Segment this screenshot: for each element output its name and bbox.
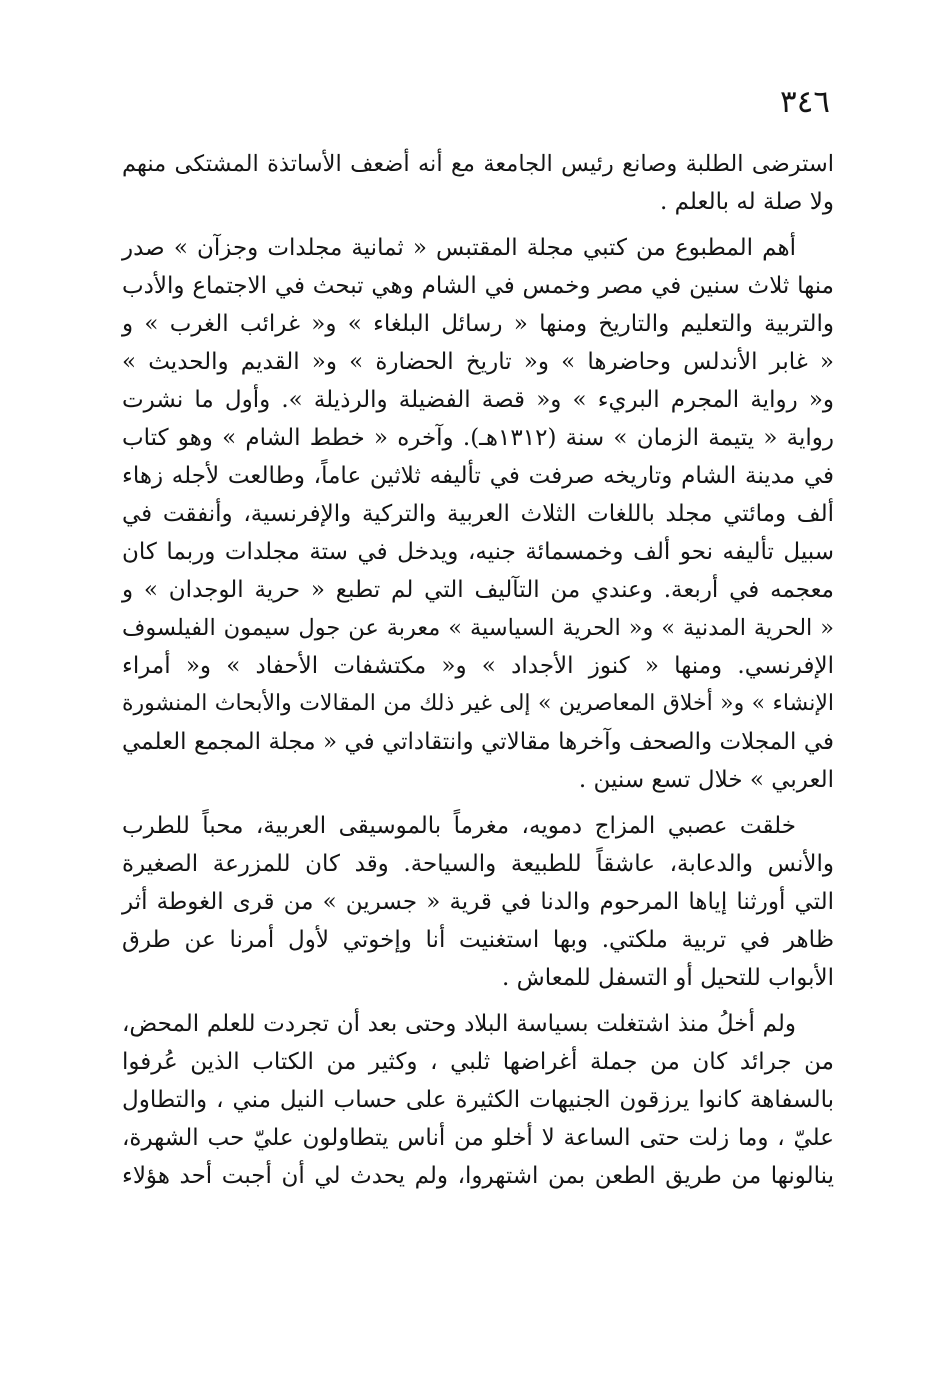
text-line: و« رواية المجرم البريء » و« قصة الفضيلة والرذيلة ». وأول ما نشرت	[122, 387, 834, 413]
text-line: ألف ومائتي مجلد باللغات الثلاث العربية والتركية والإفرنسية، وأنفقت في	[122, 501, 834, 527]
text-line: معجمه في أربعة. وعندي من التآليف التي لم تطبع « حرية الوجدان » و	[122, 577, 834, 603]
paragraph-2	[122, 229, 834, 799]
text-line: ولم أخلُ منذ اشتغلت بسياسة البلاد وحتى بعد أن تجردت للعلم المحض،	[122, 1011, 796, 1037]
text-line: عليّ ، وما زلت حتى الساعة لا أخلو من أناس يتطاولون عليّ حب الشهرة،	[122, 1125, 834, 1151]
page-number: ٣٤٦	[780, 84, 830, 120]
text-line: ظاهر في تربية ملكتي. وبها استغنيت أنا وإخوتي لأول أمرنا عن طرق	[122, 927, 834, 953]
text-line: الإنشاء » و« أخلاق المعاصرين » إلى غير ذلك من المقالات والأبحاث المنشورة	[122, 691, 834, 716]
text-line: في المجلات والصحف وآخرها مقالاتي وانتقاداتي في « مجلة المجمع العلمي	[122, 729, 834, 755]
text-line: التي أورثنا إياها المرحوم والدنا في قرية « جسرين » من قرى الغوطة أثر	[122, 889, 834, 915]
text-line: والأنس والدعابة، عاشقاً للطبيعة والسياحة. وقد كان للمزرعة الصغيرة	[122, 851, 834, 877]
text-line: « غابر الأندلس وحاضرها » و« تاريخ الحضارة » و« القديم والحديث »	[122, 349, 834, 375]
text-line: من جرائد كان من جملة أغراضها ثلبي ، وكثير من الكتاب الذين عُرفوا	[122, 1049, 834, 1075]
paragraph-4	[122, 1005, 834, 1195]
text-line: ينالونها من طريق الطعن بمن اشتهروا، ولم يحدث لي أن أجبت أحد هؤلاء	[122, 1163, 834, 1189]
text-line: بالسفاهة كانوا يرزقون الجنيهات الكثيرة على حساب النيل مني ، والتطاول	[122, 1087, 834, 1113]
body-text	[122, 145, 834, 1195]
text-line: سبيل تأليفه نحو ألف وخمسمائة جنيه، ويدخل في ستة مجلدات وربما كان	[122, 539, 834, 565]
text-line: خلقت عصبي المزاج دمويه، مغرماً بالموسيقى العربية، محباً للطرب	[122, 813, 796, 839]
text-line: الأبواب للتحيل أو التسفل للمعاش .	[502, 965, 834, 991]
paragraph-1	[122, 145, 834, 221]
text-line: منها ثلاث سنين في مصر وخمس في الشام وهي تبحث في الاجتماع والأدب	[122, 273, 834, 299]
text-line: « الحرية المدنية » و« الحرية السياسية » معربة عن جول سيمون الفيلسوف	[122, 615, 834, 641]
text-line: أهم المطبوع من كتبي مجلة المقتبس « ثمانية مجلدات وجزآن » صدر	[122, 235, 796, 261]
text-line: في مدينة الشام وتاريخه صرفت في تأليفه ثلاثين عاماً، وطالعت لأجله زهاء	[122, 463, 834, 489]
paragraph-3	[122, 807, 834, 997]
text-line: استرضى الطلبة وصانع رئيس الجامعة مع أنه أضعف الأساتذة المشتكى منهم	[122, 151, 834, 177]
text-line: الإفرنسي. ومنها « كنوز الأجداد » و« مكتشفات الأحفاد » و« أمراء	[122, 653, 834, 679]
text-line: والتربية والتعليم والتاريخ ومنها « رسائل البلغاء » و« غرائب الغرب » و	[122, 311, 834, 337]
text-line: رواية « يتيمة الزمان » سنة (١٣١٢هـ). وآخره « خطط الشام » وهو كتاب	[122, 425, 834, 451]
text-line: ولا صلة له بالعلم .	[659, 189, 834, 215]
text-line: العربي » خلال تسع سنين .	[578, 767, 834, 793]
